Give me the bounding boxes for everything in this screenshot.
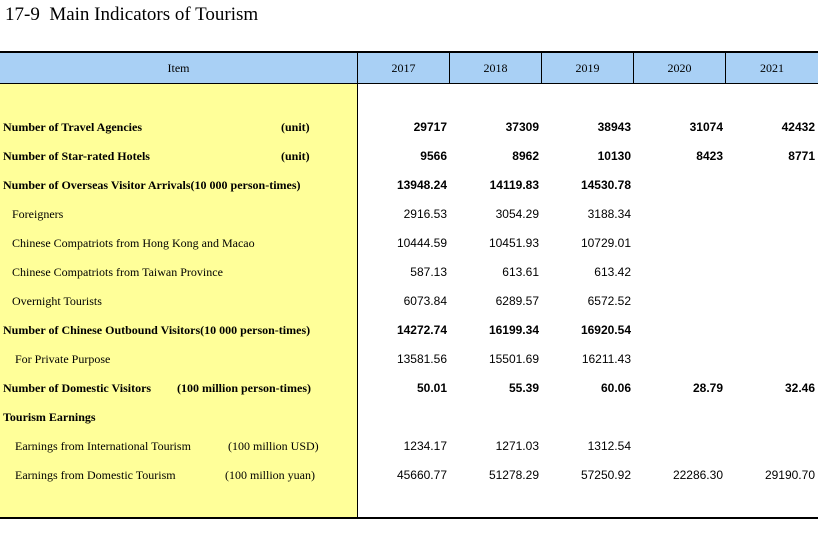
row-unit: (100 million person-times): [177, 381, 311, 395]
cell-value: 50.01: [416, 381, 447, 395]
cell-value: 32.46: [784, 381, 815, 395]
header-divider: [633, 53, 634, 83]
row-unit: (unit): [281, 120, 310, 134]
cell-value: 14119.83: [489, 178, 539, 192]
cell-value: 16211.43: [581, 352, 631, 366]
cell-value: 13581.56: [396, 352, 447, 366]
cell-value: 42432: [781, 120, 815, 134]
cell-value: 10444.59: [396, 236, 447, 250]
header-year-2020: 2020: [667, 61, 692, 75]
cell-value: 29190.70: [764, 468, 815, 482]
cell-value: 613.61: [502, 265, 539, 279]
cell-value: 22286.30: [672, 468, 723, 482]
cell-value: 38943: [597, 120, 631, 134]
header-divider: [449, 53, 450, 83]
cell-value: 15501.69: [488, 352, 539, 366]
row-unit: (unit): [281, 149, 310, 163]
table-title: 17-9 Main Indicators of Tourism: [5, 4, 259, 25]
row-label: Earnings from International Tourism: [15, 439, 191, 453]
cell-value: 8962: [512, 149, 539, 163]
row-label: Foreigners: [12, 207, 64, 221]
cell-value: 28.79: [692, 381, 723, 395]
table-header: [0, 53, 818, 84]
cell-value: 31074: [689, 120, 723, 134]
cell-value: 613.42: [594, 265, 631, 279]
cell-value: 587.13: [410, 265, 447, 279]
header-divider: [357, 53, 358, 83]
header-year-2019: 2019: [575, 61, 600, 75]
header-year-2021: 2021: [760, 61, 784, 75]
row-label: Number of Domestic Visitors: [3, 381, 152, 395]
row-label: Number of Star-rated Hotels: [3, 149, 150, 163]
cell-value: 9566: [420, 149, 447, 163]
cell-value: 6572.52: [587, 294, 631, 308]
header-year-2017: 2017: [391, 61, 416, 75]
cell-value: 16199.34: [488, 323, 539, 337]
cell-value: 1271.03: [495, 439, 539, 453]
cell-value: 10729.01: [580, 236, 631, 250]
header-item: Item: [167, 61, 190, 75]
cell-value: 1312.54: [587, 439, 631, 453]
row-label: Number of Travel Agencies: [3, 120, 142, 134]
cell-value: 3188.34: [587, 207, 631, 221]
header-divider: [541, 53, 542, 83]
cell-value: 8423: [696, 149, 723, 163]
cell-value: 57250.92: [580, 468, 631, 482]
header-divider: [725, 53, 726, 83]
item-column-divider: [357, 84, 358, 517]
cell-value: 3054.29: [495, 207, 539, 221]
row-label: Chinese Compatriots from Hong Kong and Macao: [12, 236, 255, 250]
cell-value: 55.39: [508, 381, 539, 395]
cell-value: 29717: [413, 120, 447, 134]
cell-value: 14272.74: [396, 323, 447, 337]
cell-value: 8771: [788, 149, 815, 163]
cell-value: 45660.77: [396, 468, 447, 482]
cell-value: 2916.53: [403, 207, 447, 221]
cell-value: 6073.84: [403, 294, 447, 308]
cell-value: 6289.57: [495, 294, 539, 308]
row-label: Chinese Compatriots from Taiwan Province: [12, 265, 223, 279]
row-label: Overnight Tourists: [12, 294, 102, 308]
cell-value: 51278.29: [488, 468, 539, 482]
cell-value: 16920.54: [580, 323, 631, 337]
row-label: Number of Overseas Visitor Arrivals(10 000 person-times): [3, 178, 301, 192]
row-label: Tourism Earnings: [3, 410, 96, 424]
cell-value: 10130: [597, 149, 631, 163]
cell-value: 10451.93: [488, 236, 539, 250]
cell-value: 14530.78: [580, 178, 631, 192]
row-label: Earnings from Domestic Tourism: [15, 468, 176, 482]
row-unit: (100 million yuan): [225, 468, 315, 482]
cell-value: 1234.17: [403, 439, 447, 453]
cell-value: 13948.24: [396, 178, 447, 192]
header-year-2018: 2018: [483, 61, 508, 75]
cell-value: 37309: [505, 120, 539, 134]
row-label: For Private Purpose: [15, 352, 111, 366]
bottom-rule: [0, 517, 818, 519]
row-unit: (100 million USD): [228, 439, 319, 453]
row-label: Number of Chinese Outbound Visitors(10 000 person-times): [3, 323, 311, 337]
cell-value: 60.06: [600, 381, 631, 395]
